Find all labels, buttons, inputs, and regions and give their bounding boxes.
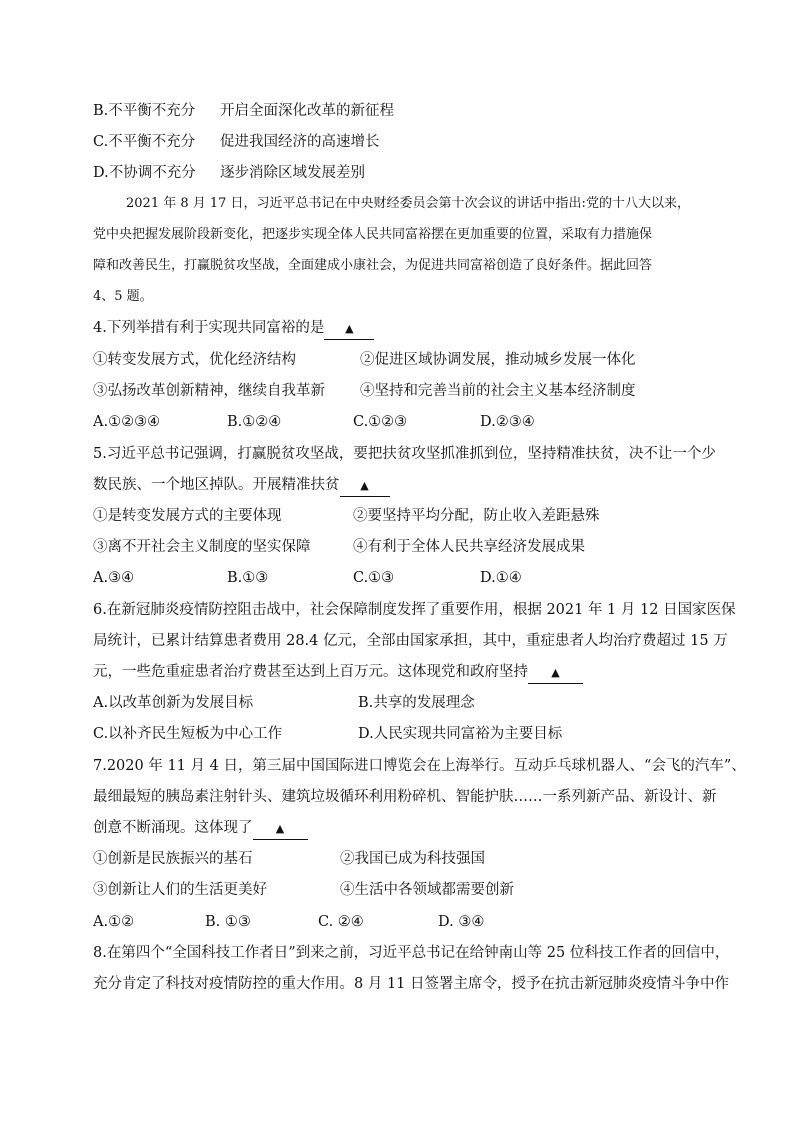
q3-option-d-text: 逐步消除区域发展差别 [220,165,365,181]
q4-choice-a: A.①②③④ [93,414,161,430]
q4-choice-b: B.①②④ [227,414,282,430]
q6-answer-blank [528,662,583,684]
q6-stem-line-2: 局统计，已累计结算患者费用 28.4 亿元，全部由国家承担，其中，重症患者人均治疗费超过 15 万 [93,633,728,649]
triangle-icon: ▲ [345,322,354,335]
q7-choice-c: C. ②④ [318,914,364,930]
q7-item-1: ①创新是民族振兴的基石 [93,851,253,867]
q4-stem-text: 4.下列举措有利于实现共同富裕的是 [93,320,325,336]
passage-line-4: 4、5 题。 [93,289,153,304]
q7-answer-blank [253,818,308,840]
q7-choice-a: A.①② [93,914,135,930]
q5-stem-text: 数民族、一个地区掉队。开展精准扶贫 [93,477,340,493]
q6-stem-line-3 [93,662,583,684]
q6-stem-text: 元，一些危重症患者治疗费甚至达到上百万元。这体现党和政府坚持 [93,664,528,680]
q7-choice-d: D. ③④ [438,914,485,930]
triangle-icon: ▲ [275,822,285,835]
q5-item-1: ①是转变发展方式的主要体现 [93,508,282,524]
q4-item-2: ②促进区域协调发展，推动城乡发展一体化 [360,352,636,368]
q5-choice-a: A.③④ [93,570,135,586]
q5-answer-blank [340,475,390,497]
triangle-icon: ▲ [551,666,560,679]
q4-item-4: ④坚持和完善当前的社会主义基本经济制度 [360,383,636,399]
q6-stem-line-1: 6.在新冠肺炎疫情防控阻击战中，社会保障制度发挥了重要作用，根据 2021 年 1 月 12 日国家医保 [93,602,736,618]
q7-item-4: ④生活中各领域都需要创新 [340,882,514,898]
q3-option-b-text: 开启全面深化改革的新征程 [220,103,394,119]
q7-stem-text: 创意不断涌现。这体现了 [93,820,253,836]
q5-stem-line-2 [93,475,390,497]
q3-option-c-label: C.不平衡不充分 [93,134,196,150]
triangle-icon: ▲ [360,479,369,492]
q5-item-3: ③离不开社会主义制度的坚实保障 [93,539,311,555]
q7-choice-b: B. ①③ [205,914,251,930]
q5-stem-line-1: 5.习近平总书记强调，打赢脱贫攻坚战，要把扶贫攻坚抓准抓到位，坚持精准扶贫，决不让一个少 [93,446,716,462]
q6-choice-b: B.共享的发展理念 [358,695,475,711]
q5-choice-b: B.①③ [227,570,269,586]
q7-item-3: ③创新让人们的生活更美好 [93,882,267,898]
q4-item-3: ③弘扬改革创新精神，继续自我革新 [93,383,325,399]
q4-choice-c: C.①②③ [353,414,408,430]
q5-choice-c: C.①③ [353,570,395,586]
q4-stem [93,318,374,340]
passage-line-3: 障和改善民生，打赢脱贫攻坚战，全面建成小康社会，为促进共同富裕创造了良好条件。据此回答 [93,258,653,273]
q6-choice-a: A.以改革创新为发展目标 [93,695,254,711]
passage-line-1: 2021 年 8 月 17 日，习近平总书记在中央财经委员会第十次会议的讲话中指出:党的十八大以来， [126,196,690,211]
q5-item-2: ②要坚持平均分配，防止收入差距悬殊 [353,508,600,524]
q8-stem-line-1: 8.在第四个“全国科技工作者日”到来之前，习近平总书记在给钟南山等 25 位科技工作者的回信中， [93,945,730,961]
q4-answer-blank [324,318,374,340]
q7-stem-line-2: 最细最短的胰岛素注射针头、建筑垃圾循环利用粉碎机、智能护肤……一系列新产品、新设计、新 [93,789,717,805]
q7-stem-line-1: 7.2020 年 11 月 4 日，第三届中国国际进口博览会在上海举行。互动乒乓球机器人、“会飞的汽车”、 [93,758,746,774]
q5-item-4: ④有利于全体人民共享经济发展成果 [353,539,585,555]
q3-option-d-label: D.不协调不充分 [93,165,196,181]
q6-choice-d: D.人民实现共同富裕为主要目标 [358,726,563,742]
q4-item-1: ①转变发展方式，优化经济结构 [93,352,296,368]
q4-choice-d: D.②③④ [480,414,535,430]
q3-option-b-label: B.不平衡不充分 [93,103,196,119]
q8-stem-line-2: 充分肯定了科技对疫情防控的重大作用。8 月 11 日签署主席令，授予在抗击新冠肺炎疫情斗争中作 [93,976,729,992]
q5-choice-d: D.①④ [480,570,522,586]
q3-option-c-text: 促进我国经济的高速增长 [220,134,380,150]
q7-stem-line-3 [93,818,308,840]
q6-choice-c: C.以补齐民生短板为中心工作 [93,726,283,742]
q7-item-2: ②我国已成为科技强国 [340,851,485,867]
passage-line-2: 党中央把握发展阶段新变化，把逐步实现全体人民共同富裕摆在更加重要的位置，采取有力措施保 [93,227,653,242]
